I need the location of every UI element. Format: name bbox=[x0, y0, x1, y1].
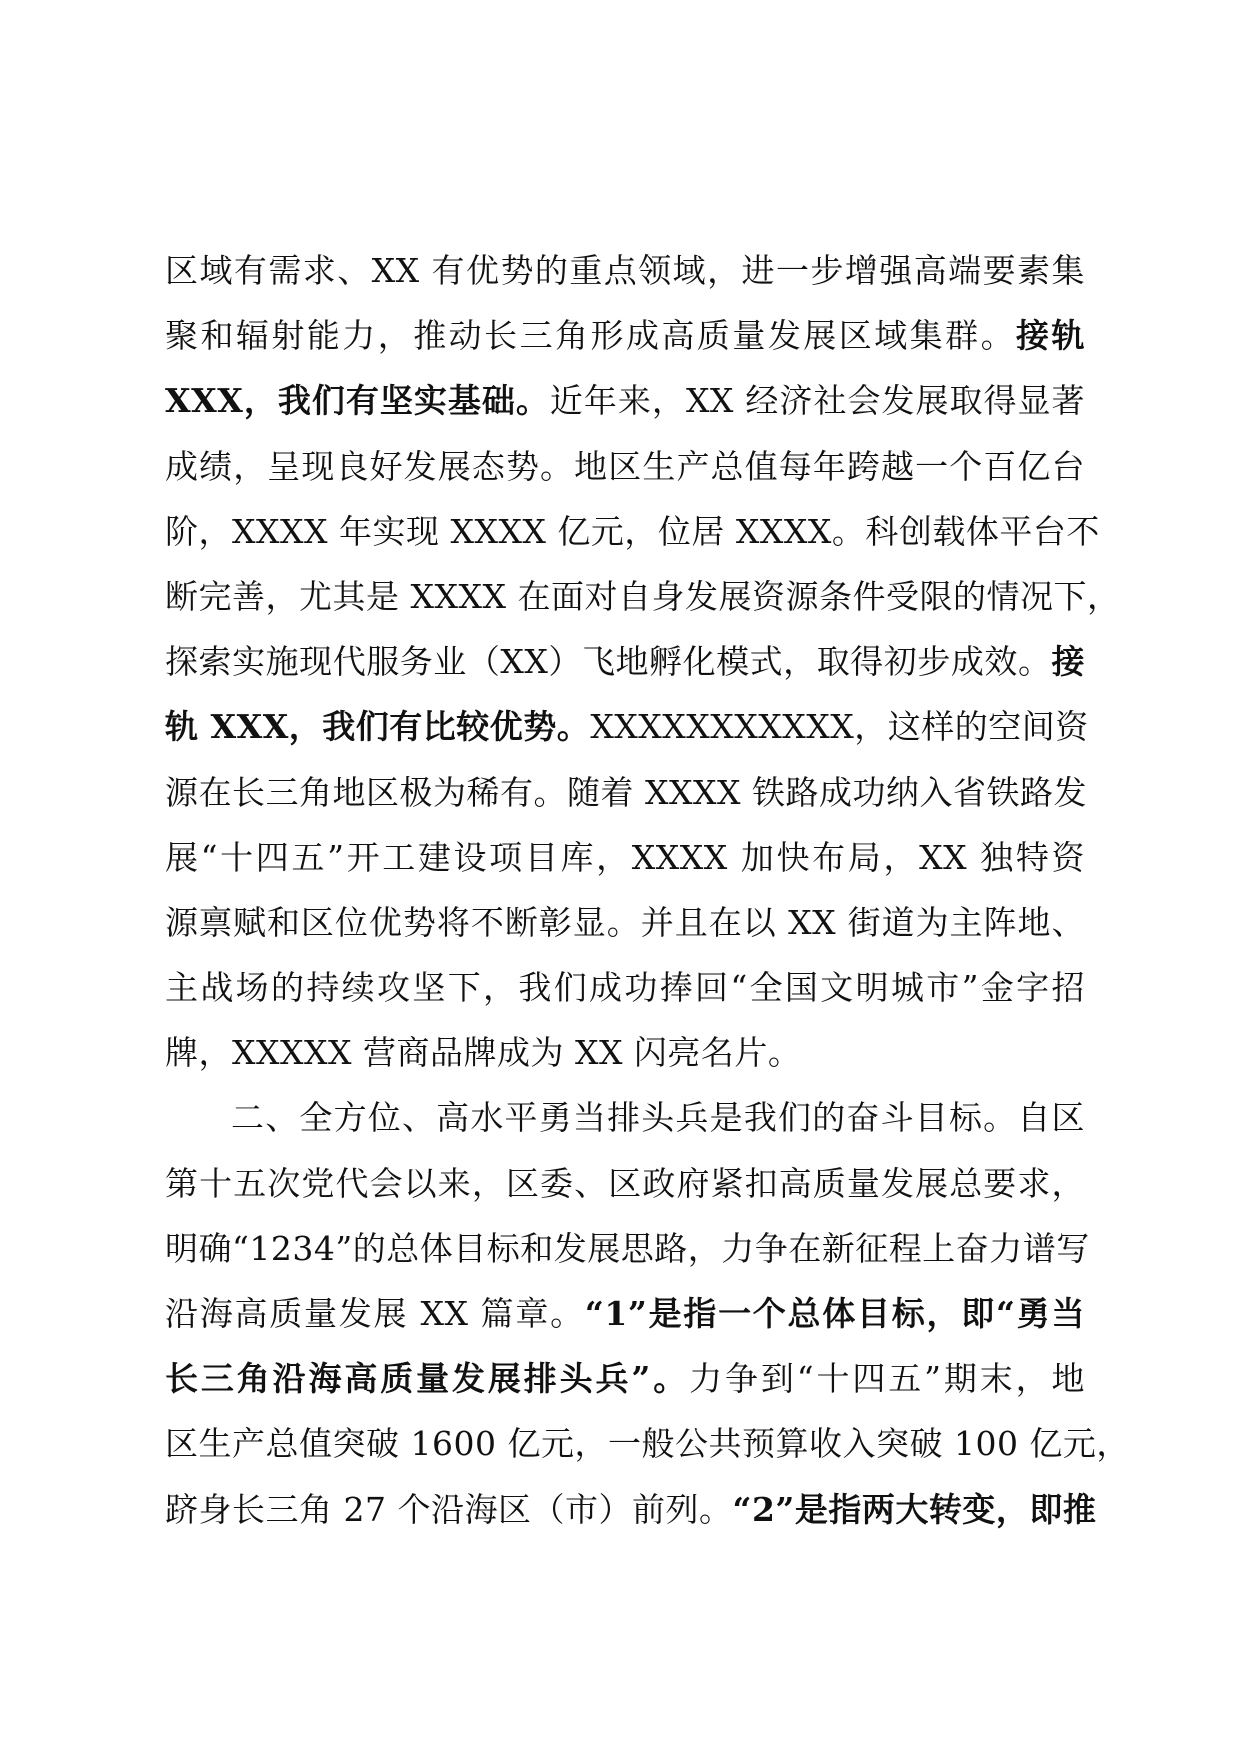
bold-text-segment: 接 bbox=[1051, 642, 1085, 682]
text-segment: 近年来，XX 经济社会发展取得显著 bbox=[549, 381, 1086, 421]
text-line bbox=[165, 760, 1085, 825]
text-segment: 展“十四五”开工建设项目库，XXXX 加快布局，XX 独特资 bbox=[165, 837, 1085, 877]
text-line bbox=[165, 368, 1085, 433]
text-segment: 区生产总值突破 1600 亿元，一般公共预算收入突破 100 亿元， bbox=[165, 1424, 1130, 1464]
bold-text-segment: 轨 XXX，我们有比较优势。 bbox=[165, 707, 591, 747]
text-line bbox=[165, 890, 1085, 955]
text-segment: 明确“1234”的总体目标和发展思路，力争在新征程上奋力谱写 bbox=[165, 1228, 1090, 1268]
text-line bbox=[165, 238, 1085, 303]
document-body bbox=[165, 238, 1130, 1542]
text-segment: 二、全方位、高水平勇当排头兵是我们的奋斗目标。自区 bbox=[231, 1098, 1085, 1138]
text-line bbox=[165, 629, 1085, 694]
text-segment: 跻身长三角 27 个沿海区（市）前列。 bbox=[165, 1489, 733, 1529]
text-line bbox=[165, 564, 1121, 629]
text-segment: 断完善，尤其是 XXXX 在面对自身发展资源条件受限的情况下， bbox=[165, 576, 1121, 616]
text-segment: 牌，XXXXX 营商品牌成为 XX 闪亮名片。 bbox=[165, 1033, 802, 1073]
text-segment: 沿海高质量发展 XX 篇章。 bbox=[165, 1294, 585, 1333]
text-line bbox=[165, 1411, 1130, 1476]
bold-text-segment: “1”是指一个总体目标，即“勇当 bbox=[584, 1294, 1085, 1333]
text-segment: XXXXXXXXXXX，这样的空间资 bbox=[590, 707, 1089, 747]
text-segment: 区域有需求、XX 有优势的重点领域，进一步增强高端要素集 bbox=[165, 251, 1085, 290]
text-line bbox=[165, 1346, 1085, 1411]
bold-text-segment: “2”是指两大转变，即推 bbox=[732, 1489, 1097, 1529]
text-segment: 力争到“十四五”期末，地 bbox=[689, 1359, 1085, 1399]
text-segment: 源在长三角地区极为稀有。随着 XXXX 铁路成功纳入省铁路发 bbox=[165, 772, 1087, 812]
text-line bbox=[165, 955, 1085, 1020]
text-segment: 第十五次党代会以来，区委、区政府紧扣高质量发展总要求， bbox=[165, 1163, 1085, 1203]
text-line bbox=[165, 1151, 1085, 1216]
text-segment: 阶，XXXX 年实现 XXXX 亿元，位居 XXXX。科创载体平台不 bbox=[165, 511, 1100, 551]
text-line bbox=[165, 1477, 1097, 1542]
text-segment: 成绩，呈现良好发展态势。地区生产总值每年跨越一个百亿台 bbox=[165, 446, 1085, 486]
text-line bbox=[165, 825, 1085, 890]
text-line bbox=[165, 1216, 1090, 1281]
text-segment: 探索实施现代服务业（XX）飞地孵化模式，取得初步成效。 bbox=[165, 642, 1052, 682]
text-line bbox=[165, 1281, 1085, 1346]
text-line bbox=[165, 694, 1089, 759]
bold-text-segment: 接轨 bbox=[1016, 316, 1086, 356]
text-segment: 聚和辐射能力，推动长三角形成高质量发展区域集群。 bbox=[165, 316, 1017, 356]
text-line bbox=[165, 434, 1085, 499]
bold-text-segment: 长三角沿海高质量发展排头兵”。 bbox=[165, 1359, 690, 1399]
text-line bbox=[165, 499, 1100, 564]
text-line bbox=[165, 1020, 1085, 1085]
text-line bbox=[165, 1085, 1085, 1150]
text-segment: 主战场的持续攻坚下，我们成功捧回“全国文明城市”金字招 bbox=[165, 968, 1085, 1008]
bold-text-segment: XXX，我们有坚实基础。 bbox=[165, 381, 550, 421]
text-line bbox=[165, 303, 1085, 368]
text-segment: 源禀赋和区位优势将不断彰显。并且在以 XX 街道为主阵地、 bbox=[165, 902, 1085, 942]
